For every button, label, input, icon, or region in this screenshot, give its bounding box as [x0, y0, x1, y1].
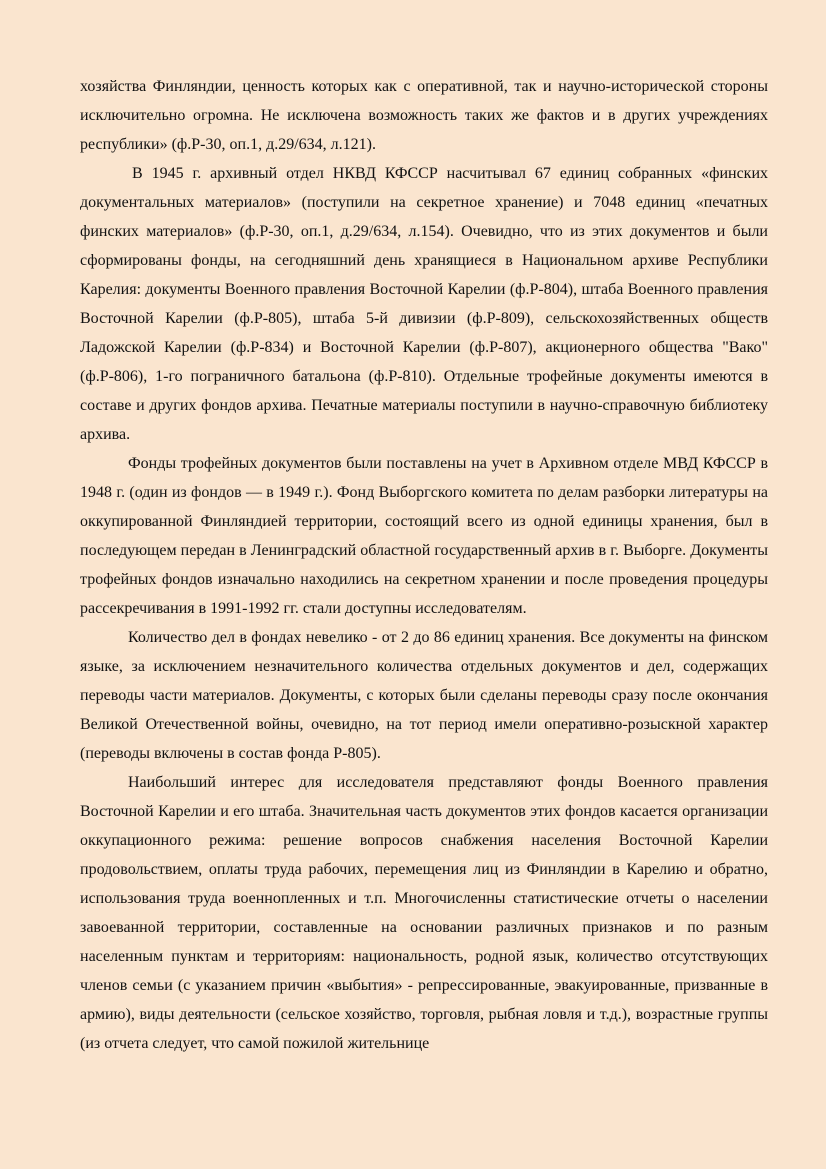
paragraph-continuation: хозяйства Финляндии, ценность которых как с оперативной, так и научно-исторической стороны исключительно огромна. Не исключена возможность таких же фактов и в других учреждениях республики» (ф.Р-30, оп.1, д.29/634, л.121). — [80, 78, 768, 153]
paragraph-1945-archive: В 1945 г. архивный отдел НКВД КФССР насчитывал 67 единиц собранных «финских документальных материалов» (поступили на секретное хранение) и 7048 единиц «печатных финских материалов» (ф.Р-30, оп.1, д.29/634, л.154). Очевидно, что из этих документов и были сформированы фонды, на сегодняшний день хранящиеся в Национальном архиве Республики Карелия: документы Военного правления Восточной Карелии (ф.Р-804), штаба Военного правления Восточной Карелии (ф.Р-805), штаба 5-й дивизии (ф.Р-809), сельскохозяйственных обществ Ладожской Карелии (ф.Р-834) и Восточной Карелии (ф.Р-807), акционерного общества "Вако" (ф.Р-806), 1-го пограничного батальона (ф.Р-810). Отдельные трофейные документы имеются в составе и других фондов архива. Печатные материалы поступили в научно-справочную библиотеку архива. — [80, 165, 768, 443]
paragraph-trophy-funds: Фонды трофейных документов были поставлены на учет в Архивном отделе МВД КФССР в 1948 г. (один из фондов — в 1949 г.). Фонд Выборгского комитета по делам разборки литературы на оккупированной Финляндией территории, состоящий всего из одной единицы хранения, был в последующем передан в Ленинградский областной государственный архив в г. Выборге. Документы трофейных фондов изначально находились на секретном хранении и после проведения процедуры рассекречивания в 1991-1992 гг. стали доступны исследователям. — [80, 455, 768, 617]
paragraph-military-administration: Наибольший интерес для исследователя представляют фонды Военного правления Восточной Карелии и его штаба. Значительная часть документов этих фондов касается организации оккупационного режима: решение вопросов снабжения населения Восточной Карелии продовольствием, оплаты труда рабочих, перемещения лиц из Финляндии в Карелию и обратно, использования труда военнопленных и т.п. Многочисленны статистические отчеты о населении завоеванной территории, составленные на основании различных признаков и по разным населенным пунктам и территориям: национальность, родной язык, количество отсутствующих членов семьи (с указанием причин «выбытия» - репрессированные, эвакуированные, призванные в армию), виды деятельности (сельское хозяйство, торговля, рыбная ловля и т.д.), возрастные группы (из отчета следует, что самой пожилой жительнице — [80, 774, 768, 1052]
paragraph-case-count: Количество дел в фондах невелико - от 2 до 86 единиц хранения. Все документы на финском языке, за исключением незначительного количества отдельных документов и дел, содержащих переводы части материалов. Документы, с которых были сделаны переводы сразу после окончания Великой Отечественной войны, очевидно, на тот период имели оперативно-розыскной характер (переводы включены в состав фонда Р-805). — [80, 629, 768, 762]
document-page — [80, 72, 768, 1058]
